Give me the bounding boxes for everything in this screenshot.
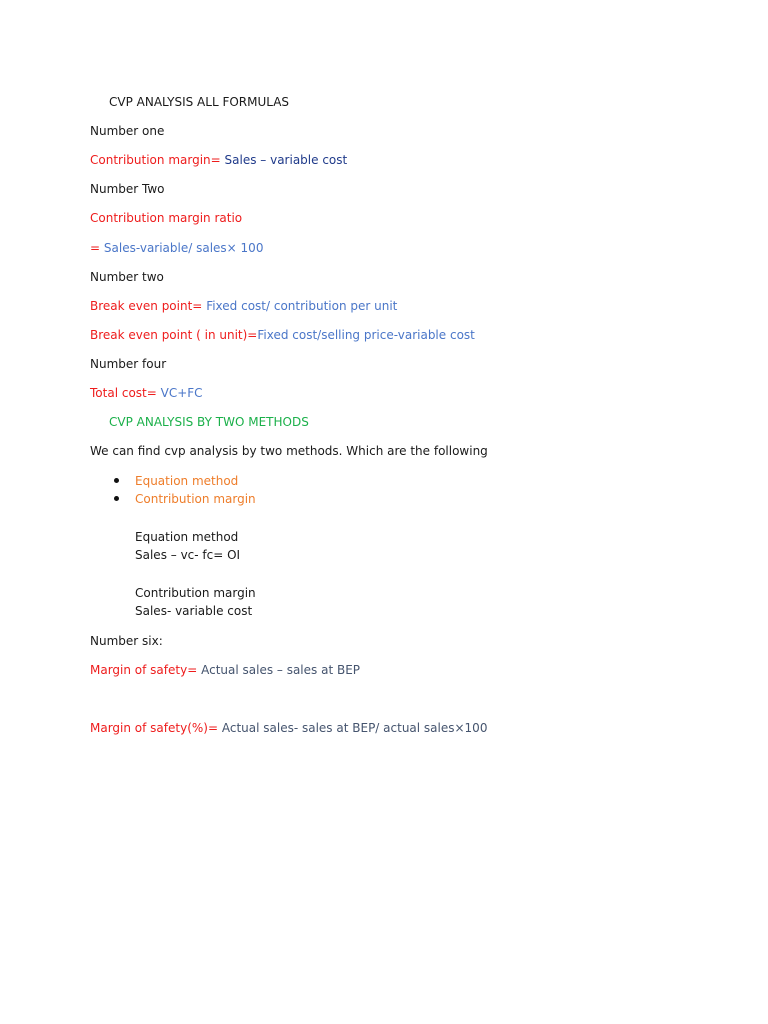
formula-expression: Sales-variable/ sales× 100 bbox=[103, 241, 264, 255]
contribution-margin-method-title: Contribution margin bbox=[135, 586, 256, 600]
equation-method-title: Equation method bbox=[135, 530, 239, 544]
bullet-icon bbox=[114, 496, 119, 501]
document-title: CVP ANALYSIS ALL FORMULAS bbox=[109, 95, 290, 109]
methods-intro: We can find cvp analysis by two methods. Which are the following bbox=[90, 444, 488, 458]
formula-label: Margin of safety(%)= bbox=[90, 721, 219, 735]
list-item-label: Contribution margin bbox=[135, 492, 256, 506]
break-even-units-formula bbox=[90, 327, 475, 343]
margin-of-safety-percent-formula bbox=[90, 720, 487, 736]
formula-label: Margin of safety= bbox=[90, 663, 198, 677]
break-even-point-formula bbox=[90, 298, 397, 314]
contribution-margin-method-formula: Sales- variable cost bbox=[135, 604, 253, 618]
formula-label: Contribution margin= bbox=[90, 153, 221, 167]
formula-label: Break even point ( in unit)= bbox=[90, 328, 258, 342]
methods-heading: CVP ANALYSIS BY TWO METHODS bbox=[109, 415, 309, 429]
equation-method-formula: Sales – vc- fc= OI bbox=[135, 548, 241, 562]
total-cost-formula bbox=[90, 385, 203, 401]
list-item-label: Equation method bbox=[135, 474, 239, 488]
section-number-one: Number one bbox=[90, 124, 165, 138]
formula-expression: Sales – variable cost bbox=[224, 153, 348, 167]
section-number-two: Number Two bbox=[90, 182, 165, 196]
formula-expression: Actual sales – sales at BEP bbox=[201, 663, 361, 677]
contribution-margin-ratio-label: Contribution margin ratio bbox=[90, 211, 243, 225]
margin-of-safety-formula bbox=[90, 662, 360, 678]
section-number-six: Number six: bbox=[90, 634, 163, 648]
formula-expression: VC+FC bbox=[160, 386, 203, 400]
equals-sign: = bbox=[90, 241, 101, 255]
formula-label: Break even point= bbox=[90, 299, 203, 313]
bullet-icon bbox=[114, 478, 119, 483]
formula-expression: Fixed cost/ contribution per unit bbox=[206, 299, 398, 313]
contribution-margin-formula bbox=[90, 152, 347, 168]
formula-expression: Fixed cost/selling price-variable cost bbox=[257, 328, 475, 342]
formula-label: Total cost= bbox=[90, 386, 157, 400]
section-number-four: Number four bbox=[90, 357, 167, 371]
section-number-three: Number two bbox=[90, 270, 164, 284]
formula-expression: Actual sales- sales at BEP/ actual sales×100 bbox=[221, 721, 488, 735]
contribution-margin-ratio-formula bbox=[90, 240, 263, 256]
